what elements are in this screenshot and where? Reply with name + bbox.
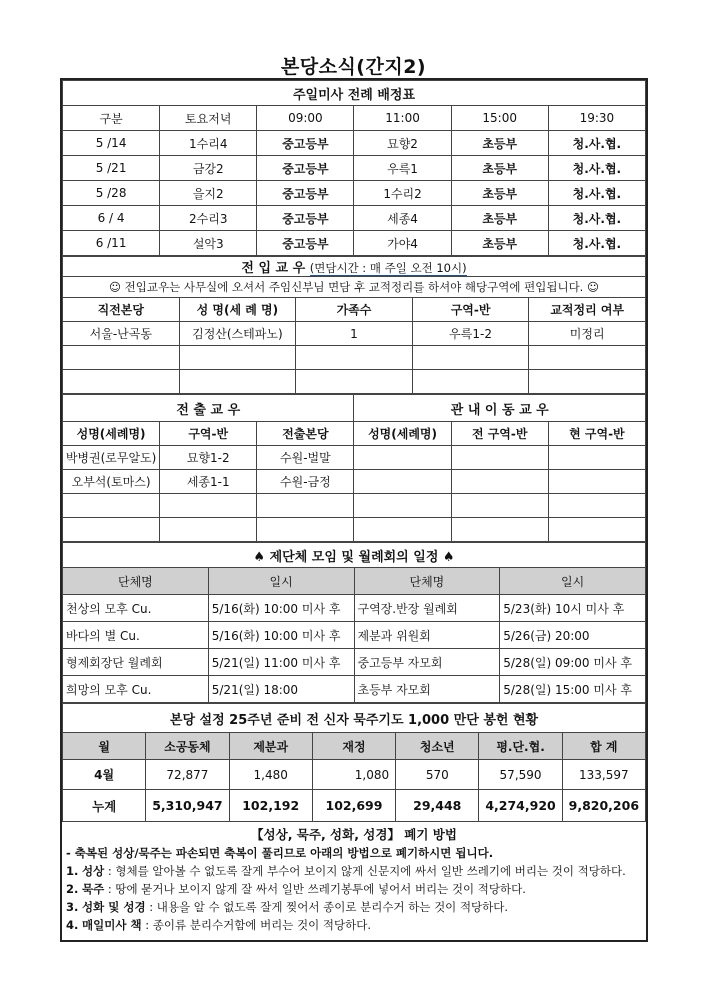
item-text: : 땅에 묻거나 보이지 않게 잘 싸서 일반 쓰레기봉투에 넣어서 버리는 것이 적당하다. — [104, 882, 526, 896]
cell: 김정산(스테파노) — [179, 322, 296, 346]
item-label: 성상 — [82, 864, 105, 878]
cell: 5 /28 — [63, 181, 160, 206]
cell: 청.사.협. — [548, 156, 645, 181]
cell: 묘향2 — [354, 131, 451, 156]
mass-schedule-table — [62, 80, 646, 256]
cell: 우륵1 — [354, 156, 451, 181]
table-row — [63, 470, 646, 494]
table-row — [63, 595, 646, 622]
cell: 청.사.협. — [548, 231, 645, 256]
header-cell: 현 구역-반 — [548, 422, 645, 446]
cell: 중고등부 — [257, 206, 354, 231]
disposal-item — [66, 862, 642, 880]
table-row — [63, 790, 646, 822]
item-num: 4. — [66, 918, 79, 932]
meetings-table — [62, 542, 646, 703]
header-cell: 구분 — [63, 106, 160, 131]
header-cell: 교적정리 여부 — [529, 298, 646, 322]
cell: 희망의 모후 Cu. — [63, 676, 209, 703]
disposal-item — [66, 880, 642, 898]
table-row — [63, 322, 646, 346]
cell: 수원-금정 — [257, 470, 354, 494]
cell: 초등부 — [451, 206, 548, 231]
header-cell: 가족수 — [296, 298, 413, 322]
header-cell: 월 — [63, 733, 146, 760]
cell: 을지2 — [160, 181, 257, 206]
cell: 5 /14 — [63, 131, 160, 156]
item-num: 3. — [66, 900, 79, 914]
item-num: 2. — [66, 882, 79, 896]
header-cell: 일시 — [208, 568, 354, 595]
cell: 5/23(화) 10시 미사 후 — [500, 595, 646, 622]
cell: 102,192 — [229, 790, 312, 822]
cell: 5/28(일) 15:00 미사 후 — [500, 676, 646, 703]
cell: 57,590 — [479, 760, 562, 790]
item-label: 묵주 — [82, 882, 105, 896]
table-row — [63, 622, 646, 649]
cell: 천상의 모후 Cu. — [63, 595, 209, 622]
cell: 누계 — [63, 790, 146, 822]
header-cell: 제분과 — [229, 733, 312, 760]
cell: 청.사.협. — [548, 181, 645, 206]
table-row — [63, 346, 646, 370]
cell: 초등부 — [451, 181, 548, 206]
disposal-intro: - 축복된 성상/묵주는 파손되면 축복이 풀리므로 아래의 방법으로 폐기하시면 됩니다. — [66, 846, 494, 860]
cell: 72,877 — [146, 760, 229, 790]
item-num: 1. — [66, 864, 79, 878]
header-cell: 구역-반 — [160, 422, 257, 446]
table-row — [63, 181, 646, 206]
header-cell: 전 구역-반 — [451, 422, 548, 446]
disposal-title: 【성상, 묵주, 성화, 성경】 폐기 방법 — [251, 827, 457, 842]
table-row — [63, 156, 646, 181]
cell: 미정리 — [529, 322, 646, 346]
transfer-in-title: 전 입 교 우 — [241, 261, 306, 276]
interview-time: (면담시간 : 매 주일 오전 10시) — [309, 261, 467, 275]
cell: 5,310,947 — [146, 790, 229, 822]
cell: 가야4 — [354, 231, 451, 256]
header-cell: 청소년 — [396, 733, 479, 760]
disposal-item — [66, 898, 642, 916]
cell: 중고등부 — [257, 131, 354, 156]
transfer-in-table — [62, 256, 646, 394]
cell: 묘향1-2 — [160, 446, 257, 470]
cell: 제분과 위원회 — [354, 622, 500, 649]
disposal-item — [66, 916, 642, 934]
cell: 중고등부 — [257, 156, 354, 181]
table-row — [63, 649, 646, 676]
header-cell: 단체명 — [63, 568, 209, 595]
cell: 6 / 4 — [63, 206, 160, 231]
header-cell: 평.단.협. — [479, 733, 562, 760]
table-row — [63, 494, 646, 518]
cell: 29,448 — [396, 790, 479, 822]
prayer-stats-table — [62, 703, 646, 822]
cell: 570 — [396, 760, 479, 790]
cell: 1,080 — [312, 760, 395, 790]
cell: 세종4 — [354, 206, 451, 231]
header-cell: 성 명(세 례 명) — [179, 298, 296, 322]
cell: 2수리3 — [160, 206, 257, 231]
item-label: 성화 및 성경 — [82, 900, 146, 914]
cell: 박병권(로무알도) — [63, 446, 160, 470]
header-cell: 소공동체 — [146, 733, 229, 760]
cell: 우륵1-2 — [412, 322, 529, 346]
page-title: 본당소식(간지2) — [280, 56, 427, 78]
cell: 6 /11 — [63, 231, 160, 256]
transfer-in-heading — [63, 257, 646, 277]
cell: 5/16(화) 10:00 미사 후 — [208, 595, 354, 622]
header-cell: 직전본당 — [63, 298, 180, 322]
cell: 서울-난곡동 — [63, 322, 180, 346]
cell: 초등부 — [451, 156, 548, 181]
cell: 5 /21 — [63, 156, 160, 181]
item-label: 매일미사 책 — [82, 918, 142, 932]
table-row — [63, 760, 646, 790]
cell: 9,820,206 — [562, 790, 645, 822]
item-text: : 형체를 알아볼 수 없도록 잘게 부수어 보이지 않게 신문지에 싸서 일반 쓰레기에 버리는 것이 적당하다. — [104, 864, 626, 878]
header-cell: 성명(세례명) — [354, 422, 451, 446]
header-cell: 성명(세례명) — [63, 422, 160, 446]
cell: 형제회장단 월례회 — [63, 649, 209, 676]
header-cell: 15:00 — [451, 106, 548, 131]
cell: 중고등부 — [257, 231, 354, 256]
header-cell: 단체명 — [354, 568, 500, 595]
internal-move-title: 관 내 이 동 교 우 — [354, 395, 646, 422]
prayer-stats-title: 본당 설정 25주년 준비 전 신자 묵주기도 1,000 만단 봉헌 현황 — [63, 704, 646, 733]
cell: 청.사.협. — [548, 206, 645, 231]
transfer-in-notice: ☺ 전입교우는 사무실에 오셔서 주임신부님 면담 후 교적정리를 하셔야 해당구역에 편입됩니다. ☺ — [63, 277, 646, 298]
cell: 5/28(일) 09:00 미사 후 — [500, 649, 646, 676]
cell: 4,274,920 — [479, 790, 562, 822]
header-cell: 구역-반 — [412, 298, 529, 322]
cell: 5/26(금) 20:00 — [500, 622, 646, 649]
item-text: : 내용을 알 수 없도록 잘게 찢어서 종이로 분리수거 하는 것이 적당하다. — [145, 900, 509, 914]
header-cell: 일시 — [500, 568, 646, 595]
cell: 초등부 — [451, 231, 548, 256]
cell: 초등부 — [451, 131, 548, 156]
cell: 중고등부 — [257, 181, 354, 206]
table-row — [63, 131, 646, 156]
header-cell: 19:30 — [548, 106, 645, 131]
cell: 102,699 — [312, 790, 395, 822]
table-row — [63, 231, 646, 256]
transfer-out-internal-table — [62, 394, 646, 542]
table-row — [63, 446, 646, 470]
cell: 1,480 — [229, 760, 312, 790]
cell: 133,597 — [562, 760, 645, 790]
disposal-section — [62, 822, 646, 940]
cell: 구역장.반장 월례회 — [354, 595, 500, 622]
cell: 수원-벌말 — [257, 446, 354, 470]
cell: 1수리4 — [160, 131, 257, 156]
table-row — [63, 206, 646, 231]
transfer-out-title: 전 출 교 우 — [63, 395, 354, 422]
table-row — [63, 676, 646, 703]
header-cell: 11:00 — [354, 106, 451, 131]
item-text: : 종이류 분리수거함에 버리는 것이 적당하다. — [141, 918, 372, 932]
cell: 4월 — [63, 760, 146, 790]
header-cell: 합 계 — [562, 733, 645, 760]
cell: 1수리2 — [354, 181, 451, 206]
cell: 초등부 자모회 — [354, 676, 500, 703]
cell: 5/16(화) 10:00 미사 후 — [208, 622, 354, 649]
cell: 청.사.협. — [548, 131, 645, 156]
mass-schedule-title: 주일미사 전례 배정표 — [63, 81, 646, 106]
cell: 설악3 — [160, 231, 257, 256]
header-cell: 재정 — [312, 733, 395, 760]
cell: 5/21(일) 11:00 미사 후 — [208, 649, 354, 676]
cell: 5/21(일) 18:00 — [208, 676, 354, 703]
bulletin-sheet — [60, 78, 648, 942]
cell: 오부석(토마스) — [63, 470, 160, 494]
header-cell: 09:00 — [257, 106, 354, 131]
table-row — [63, 370, 646, 394]
header-cell: 전출본당 — [257, 422, 354, 446]
cell: 금강2 — [160, 156, 257, 181]
cell: 세종1-1 — [160, 470, 257, 494]
cell: 중고등부 자모회 — [354, 649, 500, 676]
table-row — [63, 518, 646, 542]
header-cell: 토요저녁 — [160, 106, 257, 131]
cell: 1 — [296, 322, 413, 346]
cell: 바다의 별 Cu. — [63, 622, 209, 649]
meetings-title: ♠ 제단체 모임 및 월례회의 일정 ♠ — [63, 543, 646, 568]
